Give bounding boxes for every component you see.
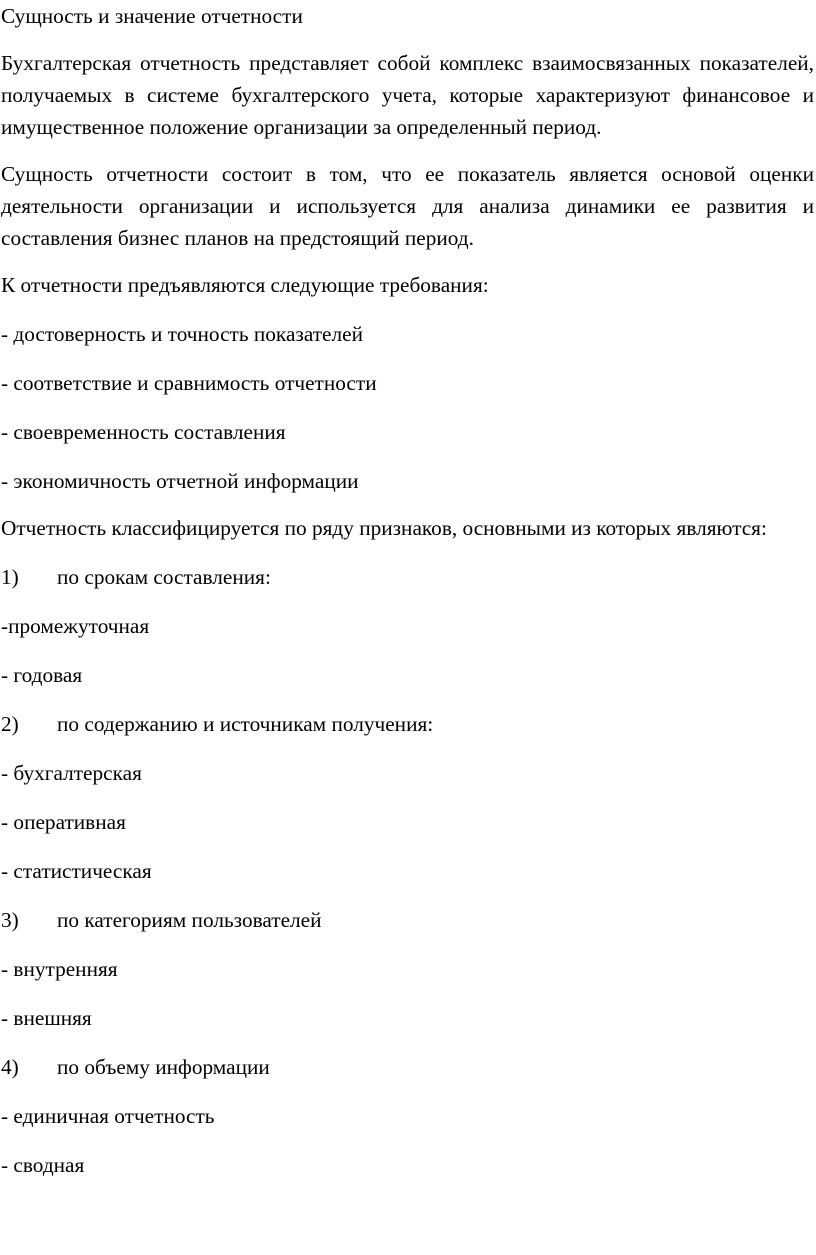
group-number: 1): [1, 565, 19, 589]
group-item: - бухгалтерская: [1, 761, 142, 785]
group-item: - оперативная: [1, 810, 126, 834]
group-item: - единичная отчетность: [1, 1104, 215, 1128]
group-label: по содержанию и источникам получения:: [57, 712, 434, 736]
group-item: - внутренняя: [1, 957, 118, 981]
requirement-item: - экономичность отчетной информации: [1, 469, 359, 493]
requirement-item: - своевременность составления: [1, 420, 286, 444]
classification-intro: Отчетность классифицируется по ряду признаков, основными из которых являются:: [1, 516, 767, 540]
group-item: -промежуточная: [1, 614, 150, 638]
requirements-intro: К отчетности предъявляются следующие требования:: [1, 273, 489, 297]
group-heading-2: [1, 708, 814, 740]
paragraph-definition: Бухгалтерская отчетность представляет собой комплекс взаимосвязанных показателей, получаемых в системе бухгалтерского учета, которые характеризуют финансовое и имущественное положение организации за определенный период.: [1, 51, 814, 139]
group-number: 3): [1, 908, 19, 932]
group-label: по срокам составления:: [57, 565, 271, 589]
group-item: - внешняя: [1, 1006, 92, 1030]
group-heading-1: [1, 561, 814, 593]
requirement-item: - достоверность и точность показателей: [1, 322, 363, 346]
group-item: - годовая: [1, 663, 83, 687]
group-number: 4): [1, 1055, 19, 1079]
group-label: по категориям пользователей: [57, 908, 322, 932]
paragraph-essence: Сущность отчетности состоит в том, что ее показатель является основой оценки деятельности организации и используется для анализа динамики ее развития и составления бизнес планов на предстоящий период.: [1, 162, 814, 250]
group-item: - сводная: [1, 1153, 85, 1177]
requirement-item: - соответствие и сравнимость отчетности: [1, 371, 377, 395]
group-item: - статистическая: [1, 859, 152, 883]
group-heading-4: [1, 1051, 814, 1083]
group-number: 2): [1, 712, 19, 736]
document-title: Сущность и значение отчетности: [1, 4, 303, 28]
group-heading-3: [1, 904, 814, 936]
group-label: по объему информации: [57, 1055, 270, 1079]
